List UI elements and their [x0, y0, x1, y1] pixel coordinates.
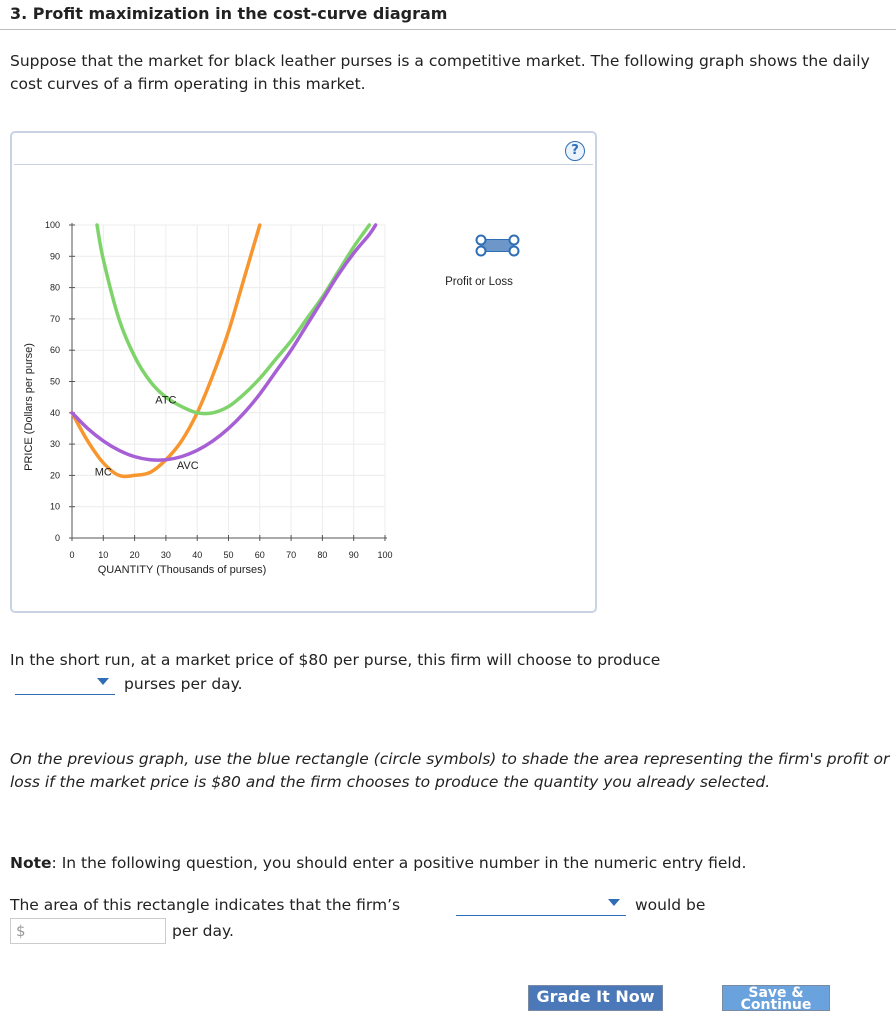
y-tick-label: 70	[49, 313, 60, 324]
save-continue-button[interactable]	[722, 985, 830, 1011]
question2-text: The area of this rectangle indicates that the firm’s	[10, 896, 401, 914]
y-tick-label: 80	[49, 282, 60, 293]
y-tick-label: 50	[49, 376, 60, 387]
x-tick-label: 0	[69, 550, 75, 560]
curve-label-avc: AVC	[176, 460, 199, 473]
y-tick-label: 60	[49, 345, 60, 356]
chevron-down-icon	[608, 899, 620, 906]
profit-loss-dropdown[interactable]	[456, 894, 626, 916]
curve-label-mc: MC	[94, 466, 112, 479]
x-tick-label: 50	[223, 550, 234, 560]
x-tick-label: 10	[98, 550, 109, 560]
graph-panel	[10, 131, 597, 613]
amount-input[interactable]	[10, 918, 166, 944]
continue-label: Continue	[740, 997, 812, 1013]
tool-handle-top-left	[477, 236, 486, 245]
question1-suffix: purses per day.	[124, 675, 243, 693]
x-tick-label: 20	[129, 550, 140, 560]
question1-text: In the short run, at a market price of $80 per purse, this firm will choose to produce	[10, 651, 661, 669]
profit-loss-label: Profit or Loss	[445, 276, 513, 288]
profit-loss-tool[interactable]	[477, 236, 519, 256]
tool-handle-bottom-left	[477, 247, 486, 256]
grade-it-now-button[interactable]: Grade It Now	[528, 985, 663, 1011]
intro-text: Suppose that the market for black leather purses is a competitive market. The following graph shows the daily cost curves of a firm operating in this market.	[10, 52, 870, 93]
x-tick-label: 100	[377, 550, 393, 560]
y-tick-label: 100	[44, 220, 60, 230]
y-tick-label: 0	[54, 533, 60, 543]
x-tick-label: 40	[192, 550, 203, 560]
question-mark-icon[interactable]: ?	[565, 141, 585, 161]
note-label: Note	[10, 854, 52, 872]
x-tick-label: 30	[160, 550, 171, 560]
instruction-text: On the previous graph, use the blue rectangle (circle symbols) to shade the area representing the firm's profit or loss if the market price is $80 and the firm chooses to produce the quantity you already selected.	[10, 750, 890, 791]
y-tick-label: 90	[49, 251, 60, 262]
y-tick-label: 10	[49, 501, 60, 512]
cost-curve-chart[interactable]	[12, 133, 595, 611]
title-divider	[0, 29, 896, 30]
y-tick-label: 30	[49, 439, 60, 450]
y-tick-label: 20	[49, 470, 60, 481]
x-tick-label: 80	[317, 550, 328, 560]
save-label: Save &	[748, 985, 804, 1001]
chart-series	[72, 225, 376, 479]
x-axis-label: QUANTITY (Thousands of purses)	[97, 564, 267, 576]
note-text	[10, 852, 746, 875]
curve-label-atc: ATC	[155, 394, 177, 407]
question2-per-day: per day.	[172, 922, 234, 940]
dollar-sign: $	[16, 922, 26, 940]
question-title: 3. Profit maximization in the cost-curve diagram	[10, 4, 448, 23]
y-tick-label: 40	[49, 407, 60, 418]
question2-suffix: would be	[635, 896, 706, 914]
x-tick-label: 90	[348, 550, 359, 560]
chevron-down-icon	[97, 678, 109, 685]
x-tick-label: 60	[254, 550, 265, 560]
x-tick-label: 70	[286, 550, 297, 560]
tool-handle-top-right	[510, 236, 519, 245]
tool-handle-bottom-right	[510, 247, 519, 256]
y-axis-label: PRICE (Dollars per purse)	[23, 343, 35, 471]
quantity-dropdown[interactable]	[15, 673, 115, 695]
note-body: : In the following question, you should enter a positive number in the numeric entry field.	[51, 854, 747, 872]
